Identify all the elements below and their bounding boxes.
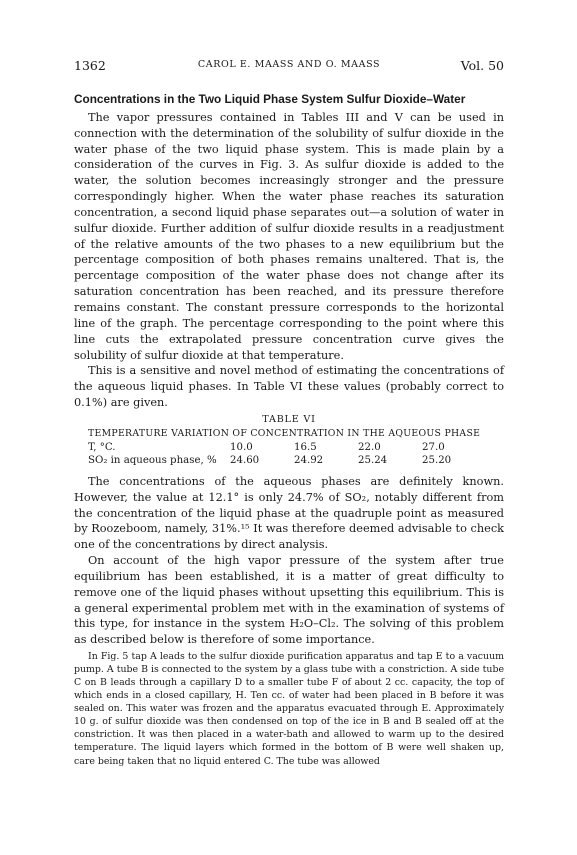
table-cell: 16.5 bbox=[294, 441, 317, 453]
concentration-table bbox=[88, 441, 486, 468]
volume-label: Vol. 50 bbox=[460, 58, 504, 73]
row-label-temperature: T, °C. bbox=[88, 441, 116, 453]
row-label-so2: SO₂ in aqueous phase, % bbox=[88, 455, 217, 467]
experimental-description bbox=[74, 650, 504, 767]
table-row bbox=[88, 441, 486, 455]
paragraph-apparatus: In Fig. 5 tap A leads to the sulfur dioxide purification apparatus and tap E to a vacuum pump. A tube B is connected to the system by a glass tube with a constriction. A side tube C on B leads through a capillary D to a smaller tube F of about 2 cc. capacity, the top of which ends in a closed capillary, H. Ten cc. of water had been placed in B before it was sealed on. This water was frozen and the apparatus evacuated through E. Approximately 10 g. of sulfur dioxide was then condensed on top of the ice in B and B sealed off at the constriction. It was then placed in a water-bath and allowed to warm up to the desired temperature. The liquid layers which formed in the bottom of B were well shaken up, care being taken that no liquid entered C. The tube was allowed bbox=[74, 651, 504, 767]
table-row bbox=[88, 454, 486, 468]
table-caption: TABLE VI bbox=[262, 413, 316, 425]
paragraph-high-vapor-pressure: On account of the high vapor pressure of the system after true equilibrium has been established, it is a matter of great difficulty to remove one of the liquid phases without upsetting this equilibrium. This is a general experimental problem met with in the examination of systems of this type, for instance in the system H₂O–Cl₂. The solving of this problem as described below is therefore of some importance. bbox=[74, 554, 504, 647]
table-cell: 25.24 bbox=[358, 455, 388, 467]
running-authors: CAROL E. MAASS AND O. MAASS bbox=[197, 59, 381, 70]
table-cell: 10.0 bbox=[230, 441, 253, 453]
table-cell: 24.60 bbox=[230, 455, 260, 467]
table-cell: 22.0 bbox=[358, 441, 381, 453]
running-header bbox=[74, 58, 504, 78]
paragraph-sensitive-method: This is a sensitive and novel method of estimating the concentrations of the aqueous liquid phases. In Table VI these values (probably correct to 0.1%) are given. bbox=[74, 364, 504, 410]
paragraph-vapor-pressures: The vapor pressures contained in Tables III and V can be used in connection with the determination of the solubility of sulfur dioxide in the water phase of the two liquid phase system. This is made plain by a consideration of the curves in Fig. 3. As sulfur dioxide is added to the water, the solution becomes increasingly stronger and the pressure correspondingly higher. When the water phase reaches its saturation concentration, a second liquid phase separates out—a solution of water in sulfur dioxide. Further addition of sulfur dioxide results in a readjustment of the relative amounts of the two phases to a new equilibrium but the percentage composition of both phases remains unaltered. That is, the percentage composition of the water phase does not change after its saturation concentration has been reached, and its pressure therefore remains constant. The constant pressure corresponds to the horizontal line of the graph. The percentage corresponding to the point where this line cuts the extrapolated pressure concentration curve gives the solubility of sulfur dioxide at that temperature. bbox=[74, 110, 504, 362]
table-cell: 24.92 bbox=[294, 455, 324, 467]
section-heading: Concentrations in the Two Liquid Phase System Sulfur Dioxide–Water bbox=[74, 92, 466, 106]
table-cell: 27.0 bbox=[422, 441, 445, 453]
table-title: TEMPERATURE VARIATION OF CONCENTRATION IN THE AQUEOUS PHASE bbox=[88, 427, 481, 439]
paragraph-concentrations-known: The concentrations of the aqueous phases are definitely known. However, the value at 12.1° is only 24.7% of SO₂, notably different from the concentration of the liquid phase at the quadruple point as measured by Roozeboom, namely, 31%.¹⁵ It was therefore deemed advisable to check one of the concentrations by direct analysis. bbox=[74, 474, 504, 552]
page-body bbox=[74, 92, 504, 768]
table-cell: 25.20 bbox=[422, 455, 452, 467]
page-number: 1362 bbox=[74, 58, 106, 73]
